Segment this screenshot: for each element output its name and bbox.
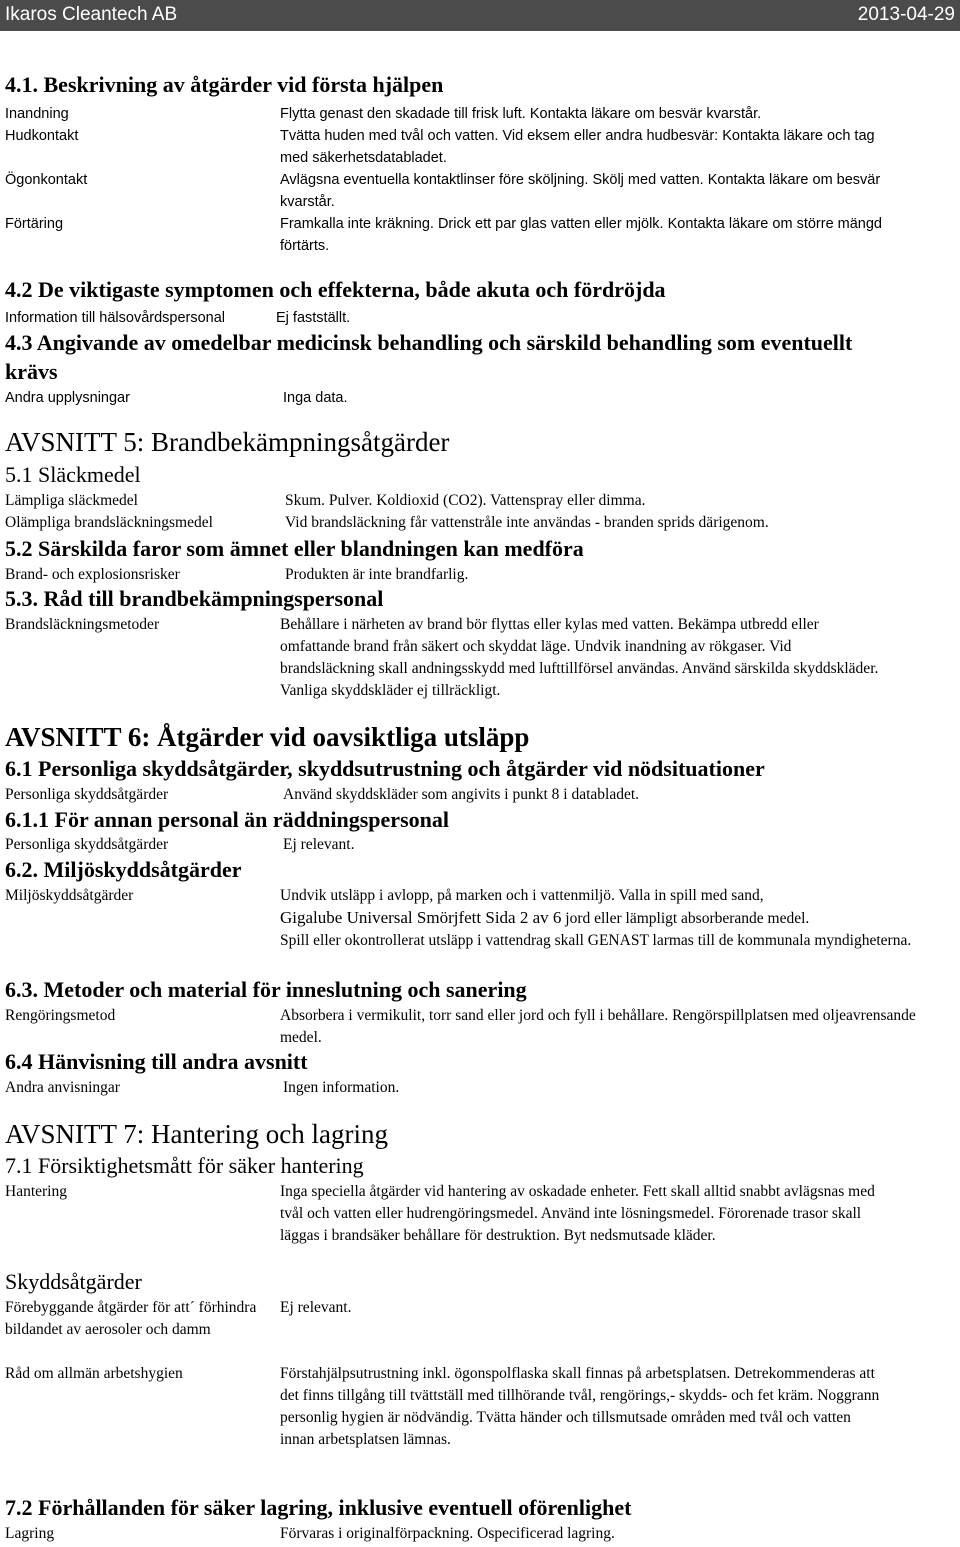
storage-row	[5, 1523, 955, 1545]
section-6-title: AVSNITT 6: Åtgärder vid oavsiktliga utsläpp	[5, 722, 530, 752]
env-line-2-rest: jord eller lämpligt absorberande medel.	[561, 910, 810, 927]
info-row	[5, 307, 955, 329]
row-value: Behållare i närheten av brand bör flyttas eller kylas med vatten. Bekämpa utbredd eller omfattande brand från säkert och skyddat läge. Undvik inandning av rökgaser. Vid brandsläckning skall andningsskydd med lufttillförsel användas. Använd särskilda skyddskläder. Vanliga skyddskläder ej tillräckligt.	[280, 616, 879, 699]
row-value: Ej fastställt.	[276, 310, 351, 326]
row-value: Tvätta huden med tvål och vatten. Vid eksem eller andra hudbesvär: Kontakta läkare och tag med säkerhetsdatabladet.	[280, 128, 875, 166]
row-value: Flytta genast den skadade till frisk luft. Kontakta läkare om besvär kvarstår.	[280, 106, 762, 122]
row-label: Ögonkontakt	[5, 172, 88, 188]
row-label: Personliga skyddsåtgärder	[5, 836, 169, 853]
row-label: Råd om allmän arbetshygien	[5, 1365, 183, 1382]
section-4-1-title: 4.1. Beskrivning av åtgärder vid första hjälpen	[5, 72, 444, 97]
row-label: Lagring	[5, 1525, 55, 1542]
row-label: Rengöringsmetod	[5, 1007, 116, 1024]
section-7-2-title: 7.2 Förhållanden för säker lagring, inklusive eventuell oförenlighet	[5, 1495, 632, 1520]
row-value	[280, 885, 940, 952]
section-6-1-title: 6.1 Personliga skyddsåtgärder, skyddsutrustning och åtgärder vid nödsituationer	[5, 756, 765, 781]
section-7-title: AVSNITT 7: Hantering och lagring	[5, 1119, 388, 1149]
row-value: Ej relevant.	[280, 1299, 352, 1316]
env-line-2	[280, 907, 940, 930]
row-label: Lämpliga släckmedel	[5, 492, 138, 509]
hygiene-row	[5, 1363, 955, 1473]
cleaning-row	[5, 1005, 955, 1049]
row-value: Ej relevant.	[283, 836, 355, 853]
reference-row	[5, 1077, 955, 1099]
section-4-3-title: 4.3 Angivande av omedelbar medicinsk behandling och särskild behandling som eventuellt krävs	[5, 330, 853, 384]
row-value: Vid brandsläckning får vattenstråle inte användas - branden sprids därigenom.	[285, 514, 769, 531]
row-value: Framkalla inte kräkning. Drick ett par glas vatten eller mjölk. Kontakta läkare om större mängd förtärts.	[280, 216, 882, 254]
first-aid-row	[5, 169, 955, 213]
row-label: Miljöskyddsåtgärder	[5, 887, 134, 904]
info-row	[5, 387, 955, 409]
page-footer: Gigalube Universal Smörjfett Sida 2 av 6	[280, 908, 562, 927]
section-5-title: AVSNITT 5: Brandbekämpningsåtgärder	[5, 427, 450, 457]
section-7-1-title: 7.1 Försiktighetsmått för säker hantering	[5, 1153, 364, 1178]
row-value: Använd skyddskläder som angivits i punkt 8 i databladet.	[283, 786, 640, 803]
row-value: Inga speciella åtgärder vid hantering av oskadade enheter. Fett skall alltid snabbt avlägsnas med tvål och vatten eller hudrengöringsmedel. Använd inte lösningsmedel. Förorenade trasor skall läggas i brandsäker behållare för destruktion. Byt nedsmutsade kläder.	[280, 1183, 875, 1244]
row-label: Andra upplysningar	[5, 390, 130, 406]
row-value: Inga data.	[283, 390, 348, 406]
row-label: Hantering	[5, 1183, 67, 1200]
section-6-4-title: 6.4 Hänvisning till andra avsnitt	[5, 1049, 308, 1074]
page-header	[0, 0, 960, 31]
first-aid-row	[5, 103, 955, 125]
row-label: Förebyggande åtgärder för att´ förhindra bildandet av aerosoler och damm	[5, 1299, 257, 1338]
row-value: Förvaras i originalförpackning. Ospecificerad lagring.	[280, 1525, 615, 1542]
handling-row	[5, 1181, 955, 1269]
row-value: Skum. Pulver. Koldioxid (CO2). Vattenspray eller dimma.	[285, 492, 646, 509]
row-label: Information till hälsovårdspersonal	[5, 310, 226, 326]
hazard-row	[5, 564, 955, 586]
row-label: Inandning	[5, 106, 69, 122]
protection-row	[5, 834, 955, 856]
row-label: Brand- och explosionsrisker	[5, 566, 180, 583]
company-name: Ikaros Cleantech AB	[5, 4, 178, 25]
extinguish-row	[5, 490, 955, 512]
section-5-3-title: 5.3. Råd till brandbekämpningspersonal	[5, 586, 384, 611]
env-line-1: Undvik utsläpp i avlopp, på marken och i vattenmiljö. Valla in spill med sand,	[280, 887, 764, 904]
prevention-row	[5, 1297, 955, 1363]
firefighting-row	[5, 614, 955, 702]
protective-measures-title: Skyddsåtgärder	[5, 1269, 142, 1294]
env-line-3: Spill eller okontrollerat utsläpp i vattendrag skall GENAST larmas till de kommunala myndigheterna.	[280, 932, 912, 949]
header-date: 2013-04-29	[857, 4, 955, 25]
row-label: Hudkontakt	[5, 128, 79, 144]
row-label: Olämpliga brandsläckningsmedel	[5, 514, 213, 531]
row-value: Ingen information.	[283, 1079, 400, 1096]
section-6-1-1-title: 6.1.1 För annan personal än räddningspersonal	[5, 807, 449, 832]
first-aid-row	[5, 213, 955, 257]
section-4-2-title: 4.2 De viktigaste symptomen och effekterna, både akuta och fördröjda	[5, 277, 666, 302]
row-value: Absorbera i vermikulit, torr sand eller jord och fyll i behållare. Rengörspillplatsen med oljeavrensande medel.	[280, 1007, 916, 1046]
row-value: Produkten är inte brandfarlig.	[285, 566, 469, 583]
environment-row	[5, 885, 955, 975]
section-6-2-title: 6.2. Miljöskyddsåtgärder	[5, 857, 242, 882]
protection-row	[5, 784, 955, 806]
extinguish-row	[5, 512, 955, 534]
row-label: Personliga skyddsåtgärder	[5, 786, 169, 803]
row-label: Förtäring	[5, 216, 64, 232]
row-value: Förstahjälpsutrustning inkl. ögonspolflaska skall finnas på arbetsplatsen. Detrekommenderas att det finns tillgång till tvättställ med tillhörande tvål, rengörings,- skydds- och fet kräm. Noggrann personlig hygien är nödvändig. Tvätta händer och tillsmutsade områden med tvål och vatten innan arbetsplatsen lämnas.	[280, 1365, 880, 1448]
row-label: Andra anvisningar	[5, 1079, 120, 1096]
row-value: Avlägsna eventuella kontaktlinser före sköljning. Skölj med vatten. Kontakta läkare om besvär kvarstår.	[280, 172, 881, 210]
section-6-3-title: 6.3. Metoder och material för inneslutning och sanering	[5, 977, 527, 1002]
row-label: Brandsläckningsmetoder	[5, 616, 160, 633]
section-5-1-title: 5.1 Släckmedel	[5, 462, 141, 487]
section-5-2-title: 5.2 Särskilda faror som ämnet eller blandningen kan medföra	[5, 536, 584, 561]
first-aid-row	[5, 125, 955, 169]
